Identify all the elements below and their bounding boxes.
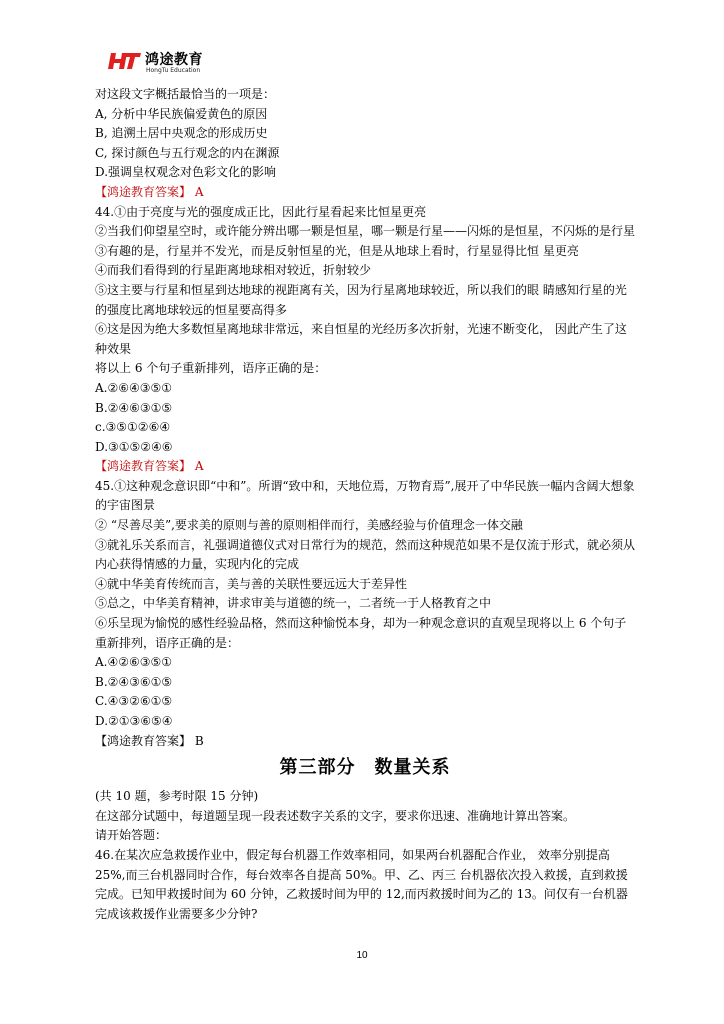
answer-label: 【鸿途教育答案】 (95, 459, 192, 474)
q44-line-5: ⑤这主要与行星和恒星到达地球的视距离有关，因为行星离地球较近，所以我们的眼 睛感知行星的光的强度比离地球较远的恒星要高得多 (95, 282, 627, 317)
answer-letter: A (194, 459, 204, 474)
q44-option-d: D.③①⑤②④⑥ (95, 439, 173, 454)
q44-answer (95, 457, 635, 477)
answer-label: 【鸿途教育答案】 (95, 733, 192, 748)
q44-line-1: 44.①由于亮度与光的强度成正比，因此行星看起来比恒星更亮 (95, 204, 427, 219)
logo-text: 鸿途教育 (145, 52, 203, 68)
logo-subtitle: HongTu Education (146, 67, 201, 74)
q44-option-b: B.②④⑥③①⑤ (95, 400, 173, 415)
brand-logo (108, 47, 218, 77)
q45-option-b: B.②④③⑥①⑤ (95, 674, 173, 689)
q43-option-a: A, 分析中华民族偏爱黄色的原因 (95, 106, 268, 121)
q46-text: 46.在某次应急救援作业中，假定每台机器工作效率相同，如果两台机器配合作业， 效率分别提高 25%,而三台机器同时合作，每台效率各自提高 50%。甲、乙、丙三 台机器依次投入救援，直到救援完成。已知甲救援时间为 60 分钟，乙救援时间为甲的 12,而丙救援时间为乙的 13。问仅有一台机器完成该救援作业需要多少分钟? (95, 847, 628, 921)
answer-label: 【鸿途教育答案】 (95, 184, 192, 199)
q45-line-2: ② “尽善尽美”,要求美的原则与善的原则相伴而行，美感经验与价值理念一体交融 (95, 518, 523, 533)
q44-option-a: A.②⑥④③⑤① (95, 380, 173, 395)
q43-option-b: B, 追溯土居中央观念的形成历史 (95, 126, 268, 141)
q45-option-a: A.④②⑥③⑤① (95, 655, 173, 670)
q45-line-3: ③就礼乐关系而言，礼强调道德仪式对日常行为的规范，然而这种规范如果不是仅流于形式，就必须从内心获得情感的力量，实现内化的完成 (95, 537, 636, 572)
q44-line-4: ④而我们看得到的行星距离地球相对较近，折射较少 (95, 263, 372, 278)
q43-option-d: D.强调皇权观念对色彩文化的影响 (95, 165, 277, 180)
q45-answer (95, 732, 635, 752)
page-content (95, 85, 635, 924)
q43-stem: 对这段文字概括最恰当的一项是： (95, 87, 276, 101)
q44-line-2: ②当我们仰望星空时，或许能分辨出哪一颗是恒星，哪一颗是行星——闪烁的是恒星，不闪烁的是行星 (95, 224, 636, 239)
q44-line-6: ⑥这是因为绝大多数恒星离地球非常远，来自恒星的光经历多次折射，光速不断变化， 因此产生了这种效果 (95, 322, 627, 356)
q45-line-1: 45.①这种观念意识即“中和”。所谓“致中和，天地位焉，万物育焉”,展开了中华民族一幅内含阔大想象的宇宙图景 (95, 478, 635, 513)
q45-option-c: C.④③②⑥①⑤ (95, 694, 173, 709)
q45-option-d: D.②①③⑥⑤④ (95, 714, 173, 728)
page-number: 10 (356, 950, 368, 961)
answer-letter: A (194, 184, 204, 199)
q43-answer (95, 183, 635, 203)
q45-line-6: ⑥乐呈现为愉悦的感性经验品格，然而这种愉悦本身，却为一种观念意识的直观呈现将以上 6 个句子重新排列，语序正确的是： (95, 616, 627, 650)
q44-option-c: c.③⑤①②⑥④ (95, 420, 171, 435)
q43-option-c: C, 探讨颜色与五行观念的内在渊源 (95, 145, 280, 160)
section-intro-2: 在这部分试题中，每道题呈现一段表述数字关系的文字，要求你迅速、准确地计算出答案。 (95, 808, 576, 823)
ht-logo-icon (108, 51, 142, 71)
section-title: 第三部分 数量关系 (279, 757, 451, 779)
section-intro-1: (共 10 题，参考时限 15 分钟) (95, 789, 259, 804)
q44-line-3: ③有趣的是，行星并不发光，而是反射恒星的光，但是从地球上看时，行星显得比恒 星更亮 (95, 243, 579, 258)
q45-line-5: ⑤总之，中华美育精神，讲求审美与道德的统一，二者统一于人格教育之中 (95, 596, 492, 611)
q45-line-4: ④就中华美育传统而言，美与善的关联性要远远大于差异性 (95, 576, 408, 591)
section-intro-3: 请开始答题： (95, 828, 168, 843)
answer-letter: B (194, 733, 204, 748)
q44-stem: 将以上 6 个句子重新排列，语序正确的是： (95, 361, 327, 376)
